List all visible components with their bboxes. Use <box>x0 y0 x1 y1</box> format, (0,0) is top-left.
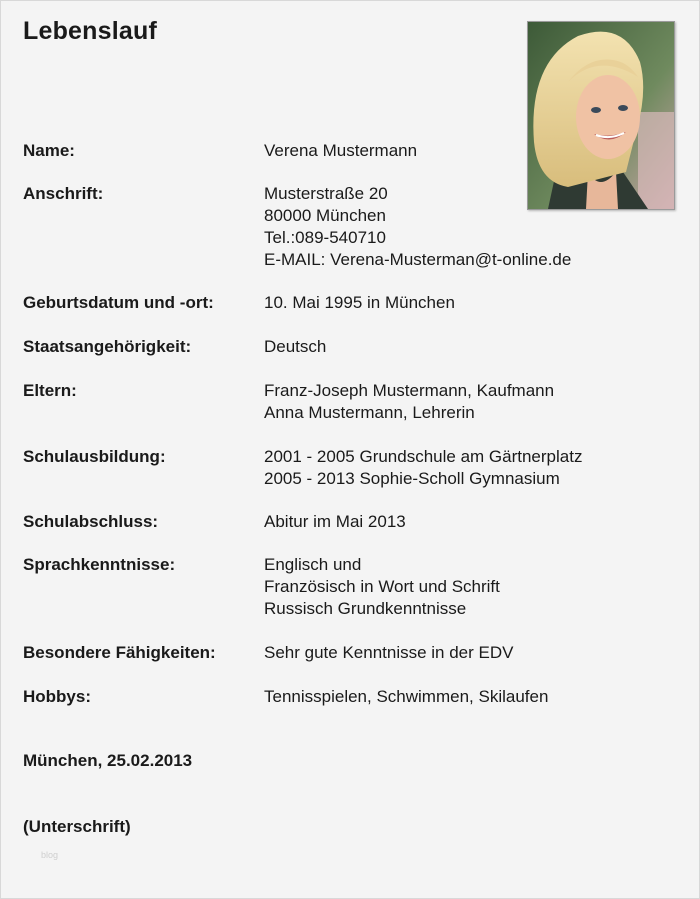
cv-value-line: Franz-Joseph Mustermann, Kaufmann <box>264 381 555 400</box>
cv-value-line: Tennisspielen, Schwimmen, Skilaufen <box>264 687 549 706</box>
cv-value-line: Englisch und <box>264 555 362 574</box>
cv-row-label: Schulabschluss: <box>23 512 159 531</box>
cv-value-line: Deutsch <box>264 337 327 356</box>
signature-label: (Unterschrift) <box>23 817 131 836</box>
place-date: München, 25.02.2013 <box>23 751 193 770</box>
cv-row-label: Hobbys: <box>23 687 91 706</box>
cv-row-value <box>264 554 500 620</box>
cv-row-label: Anschrift: <box>23 184 104 203</box>
portrait-photo <box>527 21 675 210</box>
cv-row-value <box>264 642 513 664</box>
cv-value-line: Musterstraße 20 <box>264 184 388 203</box>
cv-row-value <box>264 686 548 708</box>
cv-value-line: Sehr gute Kenntnisse in der EDV <box>264 643 514 662</box>
watermark: blog <box>41 850 59 860</box>
cv-value-line: Russisch Grundkenntnisse <box>264 599 467 618</box>
cv-row-value <box>264 336 326 358</box>
cv-row-label: Eltern: <box>23 381 77 400</box>
cv-value-line: Tel.:089-540710 <box>264 228 386 247</box>
cv-row-value <box>264 140 417 162</box>
cv-value-line: 2001 - 2005 Grundschule am Gärtnerplatz <box>264 447 583 466</box>
cv-value-line: Verena Mustermann <box>264 141 418 160</box>
cv-value-line: Französisch in Wort und Schrift <box>264 577 500 596</box>
cv-row-label: Staatsangehörigkeit: <box>23 337 192 356</box>
cv-row-value <box>264 511 406 533</box>
portrait-icon <box>528 22 674 209</box>
cv-row-label: Besondere Fähigkeiten: <box>23 643 216 662</box>
cv-row-label: Schulausbildung: <box>23 447 166 466</box>
cv-value-line: 2005 - 2013 Sophie-Scholl Gymnasium <box>264 469 560 488</box>
cv-row-label: Geburtsdatum und -ort: <box>23 293 214 312</box>
cv-value-line: 80000 München <box>264 206 386 225</box>
cv-value-line: Anna Mustermann, Lehrerin <box>264 403 475 422</box>
cv-row-value <box>264 183 571 271</box>
cv-value-line: Abitur im Mai 2013 <box>264 512 406 531</box>
cv-row-value <box>264 292 455 314</box>
cv-row-label: Name: <box>23 141 75 160</box>
cv-row-value <box>264 446 582 490</box>
cv-value-line: E-MAIL: Verena-Musterman@t-online.de <box>264 250 572 269</box>
cv-row-label: Sprachkenntnisse: <box>23 555 176 574</box>
cv-row-value <box>264 380 554 424</box>
page-title: Lebenslauf <box>23 17 157 45</box>
cv-value-line: 10. Mai 1995 in München <box>264 293 455 312</box>
